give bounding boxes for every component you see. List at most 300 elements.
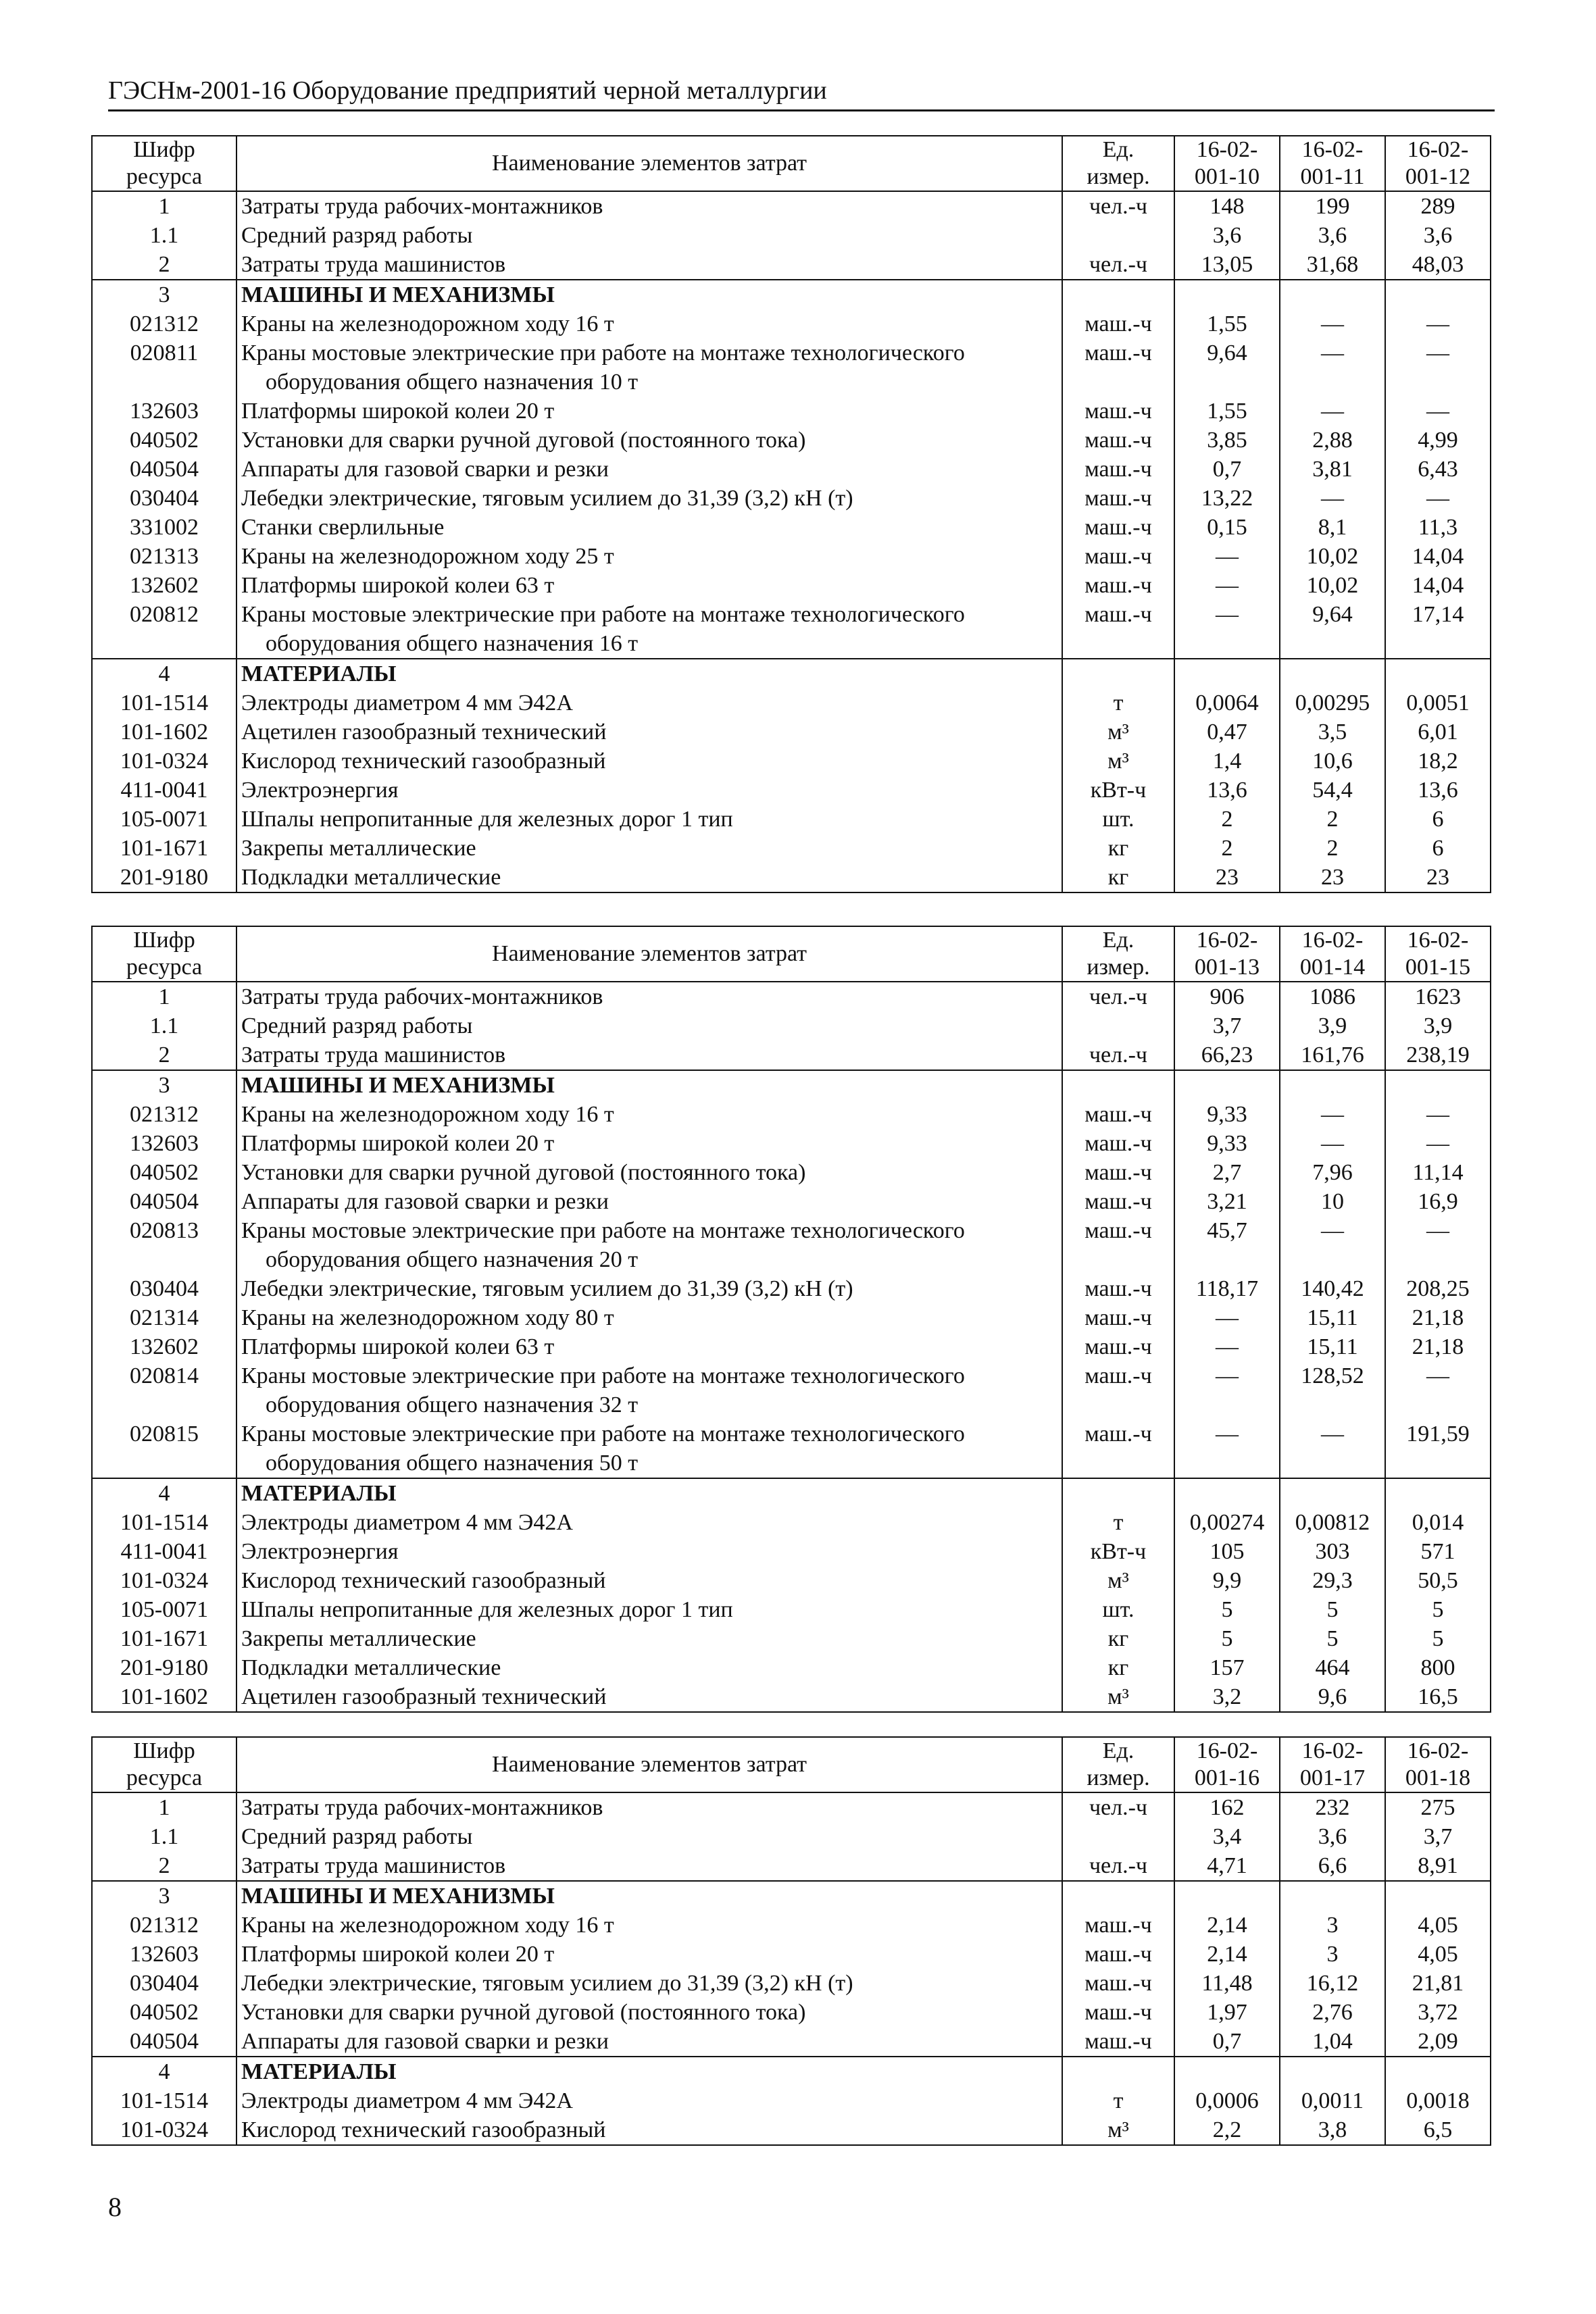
norm-value (1280, 659, 1385, 688)
table-row (92, 1969, 1491, 1998)
resource-name (236, 1274, 1062, 1303)
norm-value: 105 (1174, 1537, 1280, 1566)
norm-value: 10 (1280, 1187, 1385, 1216)
resource-code: 101-1514 (92, 2086, 236, 2115)
resource-name-line: Средний разряд работы (241, 223, 473, 248)
norm-value: 8,1 (1280, 513, 1385, 542)
table-row (92, 747, 1491, 776)
unit-of-measure: маш.-ч (1062, 338, 1174, 397)
table-row (92, 484, 1491, 513)
norm-value: — (1385, 1216, 1491, 1274)
norm-value: 2,14 (1174, 1911, 1280, 1940)
norm-value: — (1174, 542, 1280, 571)
header-unit-line: измер. (1087, 955, 1150, 980)
unit-of-measure (1062, 221, 1174, 250)
norm-value: 13,6 (1385, 776, 1491, 805)
resource-code: 040504 (92, 2027, 236, 2057)
resource-name-line: Средний разряд работы (241, 1013, 473, 1038)
resource-name (236, 1419, 1062, 1478)
table-row (92, 2027, 1491, 2057)
resource-name (236, 484, 1062, 513)
unit-of-measure: маш.-ч (1062, 1187, 1174, 1216)
norm-value: 3 (1280, 1940, 1385, 1969)
resource-name-line: Затраты труда рабочих-монтажников (241, 984, 603, 1009)
table-row (92, 1653, 1491, 1682)
table-row (92, 1792, 1491, 1822)
resource-code: 101-1671 (92, 1624, 236, 1653)
page-header: ГЭСНм-2001-16 Оборудование предприятий черной металлургии (108, 76, 1495, 111)
norm-value: 8,91 (1385, 1851, 1491, 1881)
resource-name (236, 834, 1062, 863)
resource-name (236, 1682, 1062, 1712)
norm-value: 3,4 (1174, 1822, 1280, 1851)
resource-name (236, 1537, 1062, 1566)
unit-of-measure: кг (1062, 863, 1174, 892)
resource-name (236, 1187, 1062, 1216)
resource-name-line: Кислород технический газообразный (241, 1568, 606, 1593)
resource-code: 105-0071 (92, 1595, 236, 1624)
resource-name-line: Ацетилен газообразный технический (241, 1684, 607, 1709)
resource-code: 101-1514 (92, 1508, 236, 1537)
resource-code: 021312 (92, 1911, 236, 1940)
norm-value: 10,02 (1280, 542, 1385, 571)
resource-code: 1 (92, 1792, 236, 1822)
resource-name (236, 1216, 1062, 1274)
header-norm-code (1385, 1737, 1491, 1792)
table-row (92, 1040, 1491, 1070)
norm-value (1174, 1070, 1280, 1100)
norm-value: — (1385, 1100, 1491, 1129)
resource-code: 101-0324 (92, 747, 236, 776)
resource-code: 2 (92, 250, 236, 280)
norm-value: 6,01 (1385, 718, 1491, 747)
table-row (92, 1508, 1491, 1537)
norm-value: 3,85 (1174, 426, 1280, 455)
header-norm-code-line: 001-18 (1405, 1765, 1471, 1790)
resource-name (236, 571, 1062, 600)
norm-value: 54,4 (1280, 776, 1385, 805)
resource-code: 101-0324 (92, 1566, 236, 1595)
norm-value: 3,21 (1174, 1187, 1280, 1216)
resource-name-line: Затраты труда рабочих-монтажников (241, 194, 603, 219)
resource-name (236, 1100, 1062, 1129)
norm-value: 148 (1174, 191, 1280, 221)
resource-name-line: Электроды диаметром 4 мм Э42А (241, 2088, 573, 2113)
unit-of-measure (1062, 659, 1174, 688)
norm-value: 2 (1280, 834, 1385, 863)
resource-code: 101-1671 (92, 834, 236, 863)
norm-value (1174, 1478, 1280, 1508)
resource-name (236, 776, 1062, 805)
norm-value: — (1280, 1216, 1385, 1274)
resource-code: 021314 (92, 1303, 236, 1332)
norm-value: 6 (1385, 805, 1491, 834)
header-norm-code-line: 001-11 (1300, 164, 1365, 189)
resource-name (236, 455, 1062, 484)
norm-value: 11,14 (1385, 1158, 1491, 1187)
resource-name-line: Платформы широкой колеи 63 т (241, 573, 555, 598)
norm-value: 0,0018 (1385, 2086, 1491, 2115)
norm-value: — (1385, 1361, 1491, 1419)
resource-name-line: Платформы широкой колеи 63 т (241, 1334, 555, 1359)
header-norm-code (1174, 926, 1280, 982)
table-row (92, 1911, 1491, 1940)
resource-code: 132603 (92, 1129, 236, 1158)
norm-value: 16,5 (1385, 1682, 1491, 1712)
table-row (92, 2086, 1491, 2115)
unit-of-measure: кг (1062, 1624, 1174, 1653)
section-row (92, 2057, 1491, 2086)
resource-name (236, 2086, 1062, 2115)
resource-name-line: Подкладки металлические (241, 1655, 501, 1680)
unit-of-measure: кг (1062, 1653, 1174, 1682)
norm-value: 4,71 (1174, 1851, 1280, 1881)
unit-of-measure: маш.-ч (1062, 1969, 1174, 1998)
resource-name (236, 1070, 1062, 1100)
unit-of-measure: маш.-ч (1062, 484, 1174, 513)
norm-value: — (1174, 600, 1280, 659)
header-norm-code-line: 001-15 (1405, 955, 1471, 980)
resource-code: 101-0324 (92, 2115, 236, 2145)
header-unit-line: Ед. (1102, 137, 1134, 162)
norm-value: — (1174, 1303, 1280, 1332)
unit-of-measure: маш.-ч (1062, 1303, 1174, 1332)
resource-name-line: Электроэнергия (241, 1539, 399, 1564)
resource-name-line: Шпалы непропитанные для железных дорог 1 тип (241, 807, 733, 832)
norm-value: 2 (1280, 805, 1385, 834)
resource-name-line: Платформы широкой колеи 20 т (241, 1942, 555, 1967)
table-row (92, 221, 1491, 250)
norm-value: 6 (1385, 834, 1491, 863)
resource-code: 040502 (92, 1998, 236, 2027)
resource-name-continuation: оборудования общего назначения 20 т (266, 1247, 639, 1272)
norm-value: 16,12 (1280, 1969, 1385, 1998)
resource-code: 020814 (92, 1361, 236, 1419)
resource-name (236, 600, 1062, 659)
resource-name-line: Краны мостовые электрические при работе на монтаже технологического (241, 1422, 965, 1447)
unit-of-measure (1062, 1478, 1174, 1508)
resource-name-continuation: оборудования общего назначения 32 т (266, 1392, 639, 1417)
resource-name (236, 1508, 1062, 1537)
unit-of-measure (1062, 280, 1174, 309)
norm-value: — (1385, 397, 1491, 426)
resource-name (236, 1822, 1062, 1851)
norm-value: 0,7 (1174, 455, 1280, 484)
unit-of-measure: т (1062, 1508, 1174, 1537)
resource-name-line: Краны мостовые электрические при работе на монтаже технологического (241, 341, 965, 366)
resource-code: 1.1 (92, 221, 236, 250)
unit-of-measure: кВт-ч (1062, 776, 1174, 805)
table-row (92, 600, 1491, 659)
resource-code: 3 (92, 280, 236, 309)
resource-name-line: Краны на железнодорожном ходу 16 т (241, 1102, 614, 1127)
header-norm-code-line: 16-02- (1407, 928, 1469, 953)
resource-name (236, 747, 1062, 776)
unit-of-measure: маш.-ч (1062, 397, 1174, 426)
resource-code: 020813 (92, 1216, 236, 1274)
unit-of-measure: чел.-ч (1062, 1792, 1174, 1822)
norm-value (1174, 2057, 1280, 2086)
norm-value: 6,43 (1385, 455, 1491, 484)
unit-of-measure: чел.-ч (1062, 982, 1174, 1011)
resource-code: 201-9180 (92, 1653, 236, 1682)
norm-value: 3,81 (1280, 455, 1385, 484)
norm-value (1385, 1070, 1491, 1100)
resource-name (236, 1624, 1062, 1653)
unit-of-measure: маш.-ч (1062, 1129, 1174, 1158)
resource-code: 040504 (92, 455, 236, 484)
table-row (92, 571, 1491, 600)
norm-value: 3,7 (1174, 1011, 1280, 1040)
norm-value: — (1280, 338, 1385, 397)
header-name: Наименование элементов затрат (236, 136, 1062, 191)
norm-value: 5 (1174, 1624, 1280, 1653)
norm-value: 157 (1174, 1653, 1280, 1682)
resource-code: 101-1602 (92, 718, 236, 747)
unit-of-measure: маш.-ч (1062, 1361, 1174, 1419)
norm-value: 13,22 (1174, 484, 1280, 513)
unit-of-measure: кг (1062, 834, 1174, 863)
norm-value: 162 (1174, 1792, 1280, 1822)
unit-of-measure: маш.-ч (1062, 1998, 1174, 2027)
resource-name-line: Аппараты для газовой сварки и резки (241, 457, 609, 482)
norm-value: 161,76 (1280, 1040, 1385, 1070)
table-row (92, 1361, 1491, 1419)
norm-value: 3,5 (1280, 718, 1385, 747)
norm-value: 0,00295 (1280, 688, 1385, 718)
unit-of-measure: т (1062, 688, 1174, 718)
unit-of-measure: м³ (1062, 747, 1174, 776)
table-header-row (92, 926, 1491, 982)
norm-value (1385, 659, 1491, 688)
norm-value (1174, 280, 1280, 309)
resource-name (236, 1653, 1062, 1682)
norm-value: 13,6 (1174, 776, 1280, 805)
norm-value: 15,11 (1280, 1332, 1385, 1361)
norm-value: 1,55 (1174, 397, 1280, 426)
norm-value: 3,6 (1174, 221, 1280, 250)
header-norm-code-line: 001-13 (1194, 955, 1260, 980)
header-code-line: Шифр (133, 137, 195, 162)
section-row (92, 280, 1491, 309)
unit-of-measure: м³ (1062, 1566, 1174, 1595)
norm-value: — (1280, 1419, 1385, 1478)
norm-value: 3 (1280, 1911, 1385, 1940)
norm-value: 1623 (1385, 982, 1491, 1011)
resource-name-line: Затраты труда машинистов (241, 1853, 506, 1878)
unit-of-measure (1062, 1881, 1174, 1911)
table-row (92, 338, 1491, 397)
norm-value: 0,0064 (1174, 688, 1280, 718)
unit-of-measure: чел.-ч (1062, 250, 1174, 280)
norm-value: 800 (1385, 1653, 1491, 1682)
resource-name-line: Краны на железнодорожном ходу 16 т (241, 311, 614, 336)
unit-of-measure: шт. (1062, 805, 1174, 834)
norm-value: 571 (1385, 1537, 1491, 1566)
norm-value: 5 (1280, 1624, 1385, 1653)
norm-value: 9,64 (1280, 600, 1385, 659)
table-row (92, 1332, 1491, 1361)
unit-of-measure (1062, 1070, 1174, 1100)
resource-name-line: Краны на железнодорожном ходу 80 т (241, 1305, 614, 1330)
norm-value: 50,5 (1385, 1566, 1491, 1595)
norm-value: 3,2 (1174, 1682, 1280, 1712)
resource-name (236, 1881, 1062, 1911)
unit-of-measure: т (1062, 2086, 1174, 2115)
resource-code: 1.1 (92, 1822, 236, 1851)
norm-value: 6,6 (1280, 1851, 1385, 1881)
header-norm-code (1174, 136, 1280, 191)
unit-of-measure: маш.-ч (1062, 1100, 1174, 1129)
resource-code: 1.1 (92, 1011, 236, 1040)
norm-value: 289 (1385, 191, 1491, 221)
norm-value: 10,6 (1280, 747, 1385, 776)
table-header-row (92, 1737, 1491, 1792)
norm-value: 6,5 (1385, 2115, 1491, 2145)
norm-value: 9,64 (1174, 338, 1280, 397)
norm-value: 232 (1280, 1792, 1385, 1822)
resource-name (236, 338, 1062, 397)
header-code-line: ресурса (126, 164, 203, 189)
resource-name-line: МАТЕРИАЛЫ (241, 661, 397, 686)
norm-value (1280, 280, 1385, 309)
header-code-line: ресурса (126, 1765, 203, 1790)
unit-of-measure: маш.-ч (1062, 426, 1174, 455)
resource-name (236, 1792, 1062, 1822)
header-norm-code-line: 16-02- (1407, 137, 1469, 162)
section-row (92, 1881, 1491, 1911)
header-name: Наименование элементов затрат (236, 926, 1062, 982)
unit-of-measure: маш.-ч (1062, 1911, 1174, 1940)
norm-value: 11,3 (1385, 513, 1491, 542)
header-norm-code (1174, 1737, 1280, 1792)
unit-of-measure: маш.-ч (1062, 542, 1174, 571)
resource-name-line: Кислород технический газообразный (241, 749, 606, 774)
norm-value: 10,02 (1280, 571, 1385, 600)
unit-of-measure: чел.-ч (1062, 1851, 1174, 1881)
norm-value: 5 (1385, 1624, 1491, 1653)
norm-value: 0,00274 (1174, 1508, 1280, 1537)
table-row (92, 1998, 1491, 2027)
header-name: Наименование элементов затрат (236, 1737, 1062, 1792)
resource-code: 411-0041 (92, 776, 236, 805)
unit-of-measure: шт. (1062, 1595, 1174, 1624)
unit-of-measure: маш.-ч (1062, 1216, 1174, 1274)
header-code (92, 1737, 236, 1792)
norm-value: 5 (1174, 1595, 1280, 1624)
norm-value: 0,7 (1174, 2027, 1280, 2057)
norm-value: 4,05 (1385, 1940, 1491, 1969)
resource-code: 020811 (92, 338, 236, 397)
resource-code: 021313 (92, 542, 236, 571)
header-norm-code-line: 16-02- (1196, 1738, 1258, 1763)
header-unit-line: измер. (1087, 1765, 1150, 1790)
norm-value: — (1174, 1419, 1280, 1478)
norm-value: 140,42 (1280, 1274, 1385, 1303)
table-header-row (92, 136, 1491, 191)
resource-name (236, 718, 1062, 747)
header-code-line: Шифр (133, 1738, 195, 1763)
resource-code: 020812 (92, 600, 236, 659)
header-norm-code-line: 16-02- (1301, 928, 1364, 953)
unit-of-measure (1062, 1011, 1174, 1040)
header-unit (1062, 1737, 1174, 1792)
resource-code: 030404 (92, 1274, 236, 1303)
norm-value: 9,33 (1174, 1100, 1280, 1129)
resource-name (236, 863, 1062, 892)
table-row (92, 1595, 1491, 1624)
table-row (92, 513, 1491, 542)
norm-value: 3,7 (1385, 1822, 1491, 1851)
resource-name (236, 397, 1062, 426)
header-unit (1062, 926, 1174, 982)
resource-name-line: Ацетилен газообразный технический (241, 720, 607, 745)
table-row (92, 309, 1491, 338)
unit-of-measure: м³ (1062, 718, 1174, 747)
resource-name-line: Краны мостовые электрические при работе на монтаже технологического (241, 1218, 965, 1243)
resource-name-line: Кислород технический газообразный (241, 2117, 606, 2142)
resource-name (236, 982, 1062, 1011)
header-norm-code-line: 001-16 (1194, 1765, 1260, 1790)
table-row (92, 397, 1491, 426)
norm-value: 9,6 (1280, 1682, 1385, 1712)
resource-name (236, 2027, 1062, 2057)
norm-value: 14,04 (1385, 542, 1491, 571)
norm-value: 21,18 (1385, 1303, 1491, 1332)
resource-code: 021312 (92, 309, 236, 338)
table-row (92, 718, 1491, 747)
table-row (92, 1624, 1491, 1653)
norm-value: 48,03 (1385, 250, 1491, 280)
resource-table (91, 1736, 1491, 2146)
header-norm-code (1385, 926, 1491, 982)
resource-code: 4 (92, 1478, 236, 1508)
table-row (92, 863, 1491, 892)
norm-value: 21,81 (1385, 1969, 1491, 1998)
table-row (92, 426, 1491, 455)
header-norm-code-line: 001-17 (1299, 1765, 1366, 1790)
resource-name-line: Затраты труда рабочих-монтажников (241, 1795, 603, 1820)
norm-value: 0,00812 (1280, 1508, 1385, 1537)
norm-value: 464 (1280, 1653, 1385, 1682)
unit-of-measure: маш.-ч (1062, 571, 1174, 600)
header-norm-code-line: 001-14 (1299, 955, 1366, 980)
norm-value: — (1280, 397, 1385, 426)
unit-of-measure: чел.-ч (1062, 1040, 1174, 1070)
unit-of-measure: маш.-ч (1062, 1158, 1174, 1187)
norm-value: 4,99 (1385, 426, 1491, 455)
norm-value: 45,7 (1174, 1216, 1280, 1274)
table-row (92, 250, 1491, 280)
resource-name-line: Шпалы непропитанные для железных дорог 1 тип (241, 1597, 733, 1622)
norm-value: 21,18 (1385, 1332, 1491, 1361)
header-unit-line: Ед. (1102, 1738, 1134, 1763)
norm-value: 1086 (1280, 982, 1385, 1011)
header-unit (1062, 136, 1174, 191)
resource-name (236, 2057, 1062, 2086)
unit-of-measure: маш.-ч (1062, 2027, 1174, 2057)
table-row (92, 776, 1491, 805)
header-norm-code (1280, 926, 1385, 982)
norm-value: 17,14 (1385, 600, 1491, 659)
table-row (92, 1566, 1491, 1595)
resource-name-line: Закрепы металлические (241, 836, 476, 861)
norm-value: 0,15 (1174, 513, 1280, 542)
norm-value (1280, 1070, 1385, 1100)
norm-value: 3,9 (1280, 1011, 1385, 1040)
resource-name-line: МАТЕРИАЛЫ (241, 1481, 397, 1506)
norm-value: 9,33 (1174, 1129, 1280, 1158)
